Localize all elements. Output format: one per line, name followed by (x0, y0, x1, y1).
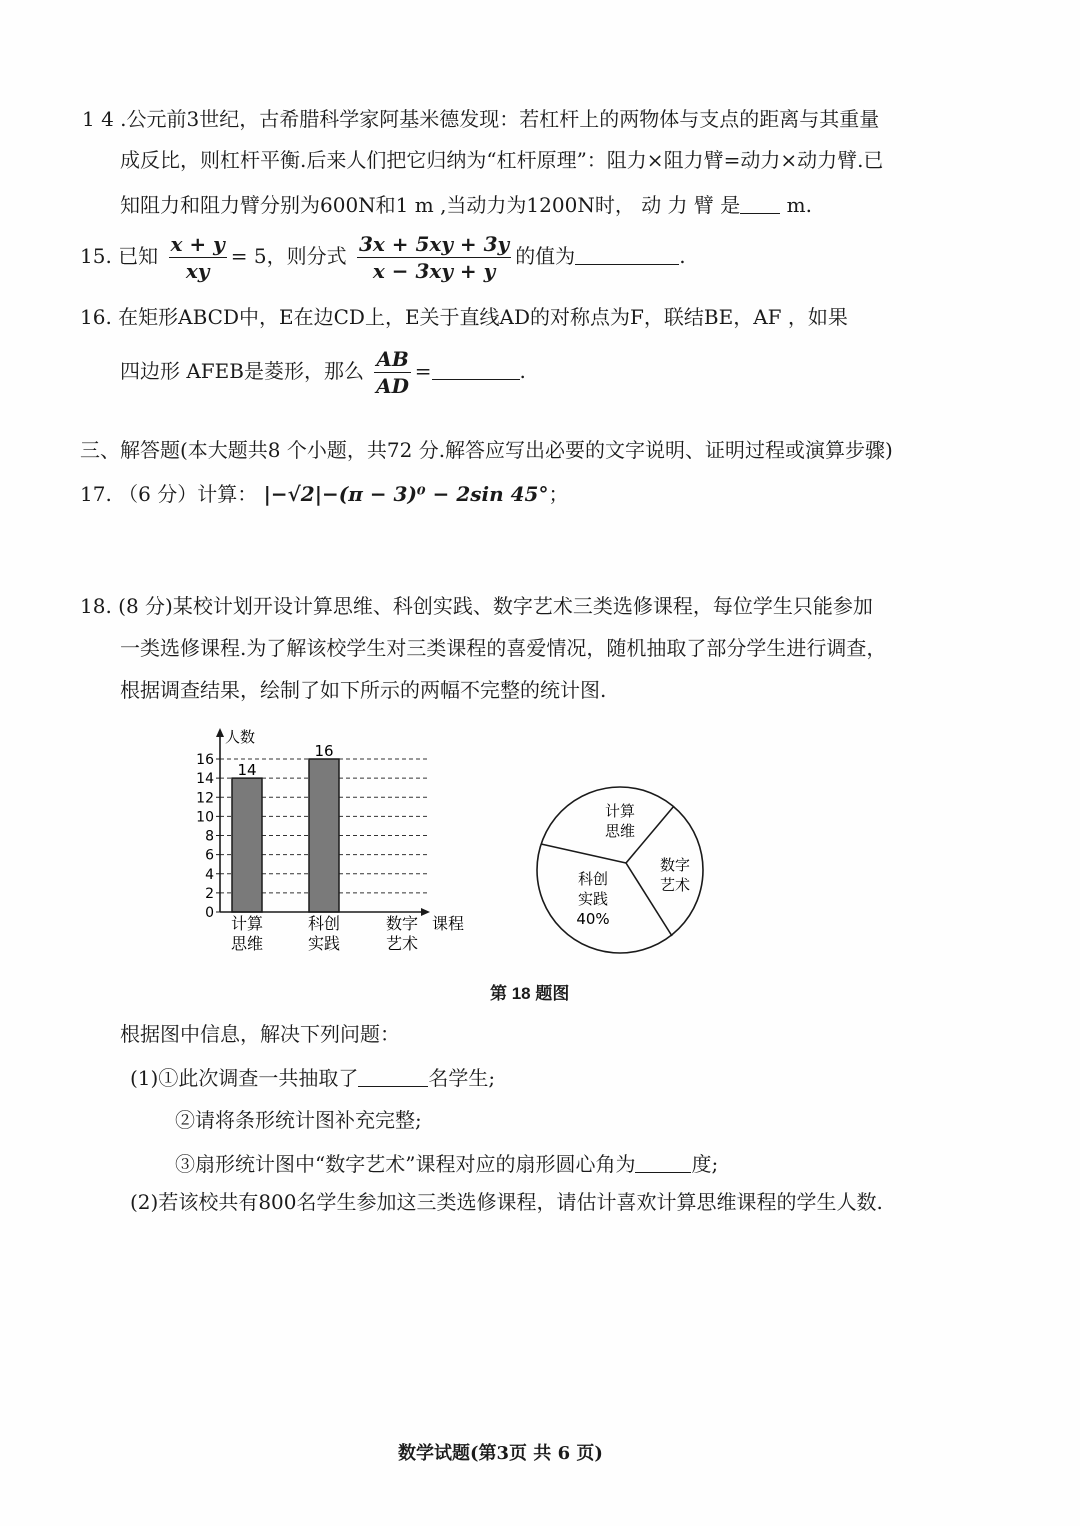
category-label-3-line-1: 数字 (385, 914, 419, 933)
q15-frac2-denominator: x − 3xy + y (372, 259, 496, 283)
bar-chart-ticks (196, 752, 220, 921)
q15-suffix: 的值为 (515, 244, 576, 268)
figure-caption: 第 18 题图 (490, 984, 570, 1003)
q14-text: 知阻力和阻力臂分别为600N和1 m ,当动力为1200N时， 动 力 臂 是 (120, 193, 741, 217)
category-label-2-line-2: 实践 (307, 934, 341, 953)
bar-chart-categories (231, 914, 418, 953)
q15-equation-text: = 5，则分式 (230, 244, 347, 268)
q14-line2: 成反比，则杠杆平衡.后来人们把它归纳为“杠杆原理”：阻力×阻力臂=动力×动力臂.已 (120, 148, 884, 172)
q14-answer-blank[interactable] (740, 191, 780, 214)
y-tick-label-16: 16 (196, 752, 214, 768)
pie-labels (576, 802, 690, 928)
q16-line2 (120, 343, 526, 399)
page-footer: 数学试题(第3页 共 6 页) (398, 1443, 603, 1464)
q15-frac1-numerator: x + y (170, 232, 225, 256)
q18-part1a-blank[interactable] (358, 1064, 428, 1087)
q16-line1: 16. 在矩形ABCD中，E在边CD上，E关于直线AD的对称点为F，联结BE，AF ，如果 (80, 305, 848, 329)
q14-unit: m. (786, 193, 812, 217)
pie-slice-label-3-line-3: 40% (576, 910, 610, 928)
q15-end: . (679, 244, 686, 268)
q18-part2: (2)若该校共有800名学生参加这三类选修课程，请估计喜欢计算思维课程的学生人数. (130, 1190, 883, 1214)
q18-intro: 根据图中信息，解决下列问题： (120, 1022, 400, 1046)
q15-fraction-given (169, 231, 227, 284)
q15-frac2-numerator: 3x + 5xy + 3y (358, 232, 510, 256)
q18-part1c-suffix: 度; (691, 1152, 719, 1176)
pie-slice-label-3-line-2: 实践 (577, 890, 609, 908)
q16-frac-numerator: AB (376, 347, 409, 371)
q18-part1a (130, 1064, 495, 1092)
bar-chart-bars (232, 742, 339, 912)
q15-number: 15. (80, 244, 112, 268)
y-tick-label-8: 8 (205, 828, 214, 845)
q15-line (80, 228, 686, 284)
q18-part1c (175, 1150, 718, 1178)
bar-1 (232, 778, 262, 912)
bar-chart (190, 722, 490, 962)
y-tick-label-10: 10 (196, 809, 214, 826)
q18-line2: 一类选修课程.为了解该校学生对三类课程的喜爱情况，随机抽取了部分学生进行调查， (120, 636, 887, 660)
bar-2 (309, 759, 339, 912)
category-label-1-line-2: 思维 (230, 934, 264, 953)
y-tick-label-2: 2 (205, 885, 214, 902)
q17-end: ； (548, 482, 569, 506)
q16-end: . (519, 359, 526, 383)
y-tick-label-12: 12 (196, 790, 214, 807)
q17-score: （6 分）计算： (118, 482, 258, 506)
bar-value-label-2: 16 (314, 742, 334, 760)
q16-frac-denominator: AD (376, 374, 409, 398)
y-tick-label-14: 14 (196, 771, 214, 788)
q17-number: 17. (80, 482, 112, 506)
pie-chart (530, 780, 710, 960)
x-axis-arrow (421, 908, 430, 916)
q18-part1c-prefix: ③扇形统计图中“数字艺术”课程对应的扇形圆心角为 (175, 1152, 636, 1176)
q17-expression: |−√2|−(π − 3)⁰ − 2sin 45° (263, 482, 549, 506)
pie-slice-label-1-line-1: 计算 (604, 802, 636, 820)
category-label-2-line-1: 科创 (307, 914, 341, 933)
x-axis-label: 课程 (432, 914, 465, 933)
q18-line3: 根据调查结果，绘制了如下所示的两幅不完整的统计图. (120, 678, 607, 702)
q18-line1: 18. (8 分)某校计划开设计算思维、科创实践、数字艺术三类选修课程，每位学生只能参加 (80, 594, 873, 618)
q16-fraction (374, 346, 410, 399)
q18-part1a-prefix: (1)①此次调查一共抽取了 (130, 1066, 359, 1090)
q16-answer-blank[interactable] (432, 357, 520, 380)
y-tick-label-6: 6 (205, 847, 214, 864)
q15-frac1-denominator: xy (185, 259, 210, 283)
y-axis-label: 人数 (225, 728, 256, 746)
bar-value-label-1: 14 (237, 761, 257, 780)
category-label-3-line-2: 艺术 (385, 934, 419, 953)
q14-line3 (120, 191, 812, 219)
q14-line1: 1 4 .公元前3世纪，古希腊科学家阿基米德发现：若杠杆上的两物体与支点的距离与其重量 (82, 107, 880, 131)
q15-prefix: 已知 (118, 244, 159, 268)
section-3-heading: 三、解答题(本大题共8 个小题，共72 分.解答应写出必要的文字说明、证明过程或演算步骤) (80, 438, 893, 462)
pie-divider-left (541, 844, 626, 863)
pie-slice-label-3-line-1: 科创 (577, 870, 609, 888)
q17-line (80, 480, 568, 508)
q16-prefix: 四边形 AFEB是菱形，那么 (120, 359, 364, 383)
y-axis-arrow (216, 728, 224, 737)
category-label-1-line-1: 计算 (230, 914, 264, 933)
y-tick-label-0: 0 (205, 905, 214, 921)
pie-slice-label-1-line-2: 思维 (604, 822, 636, 840)
q15-answer-blank[interactable] (575, 242, 679, 265)
y-tick-label-4: 4 (205, 866, 214, 883)
q18-part1b: ②请将条形统计图补充完整; (175, 1108, 422, 1132)
pie-slice-label-2-line-2: 艺术 (659, 876, 691, 894)
q18-part1a-suffix: 名学生; (428, 1066, 496, 1090)
q15-fraction-target (357, 231, 511, 284)
pie-slice-label-2-line-1: 数字 (659, 856, 691, 874)
q18-part1c-blank[interactable] (635, 1150, 691, 1173)
q16-eq: = (414, 359, 432, 383)
